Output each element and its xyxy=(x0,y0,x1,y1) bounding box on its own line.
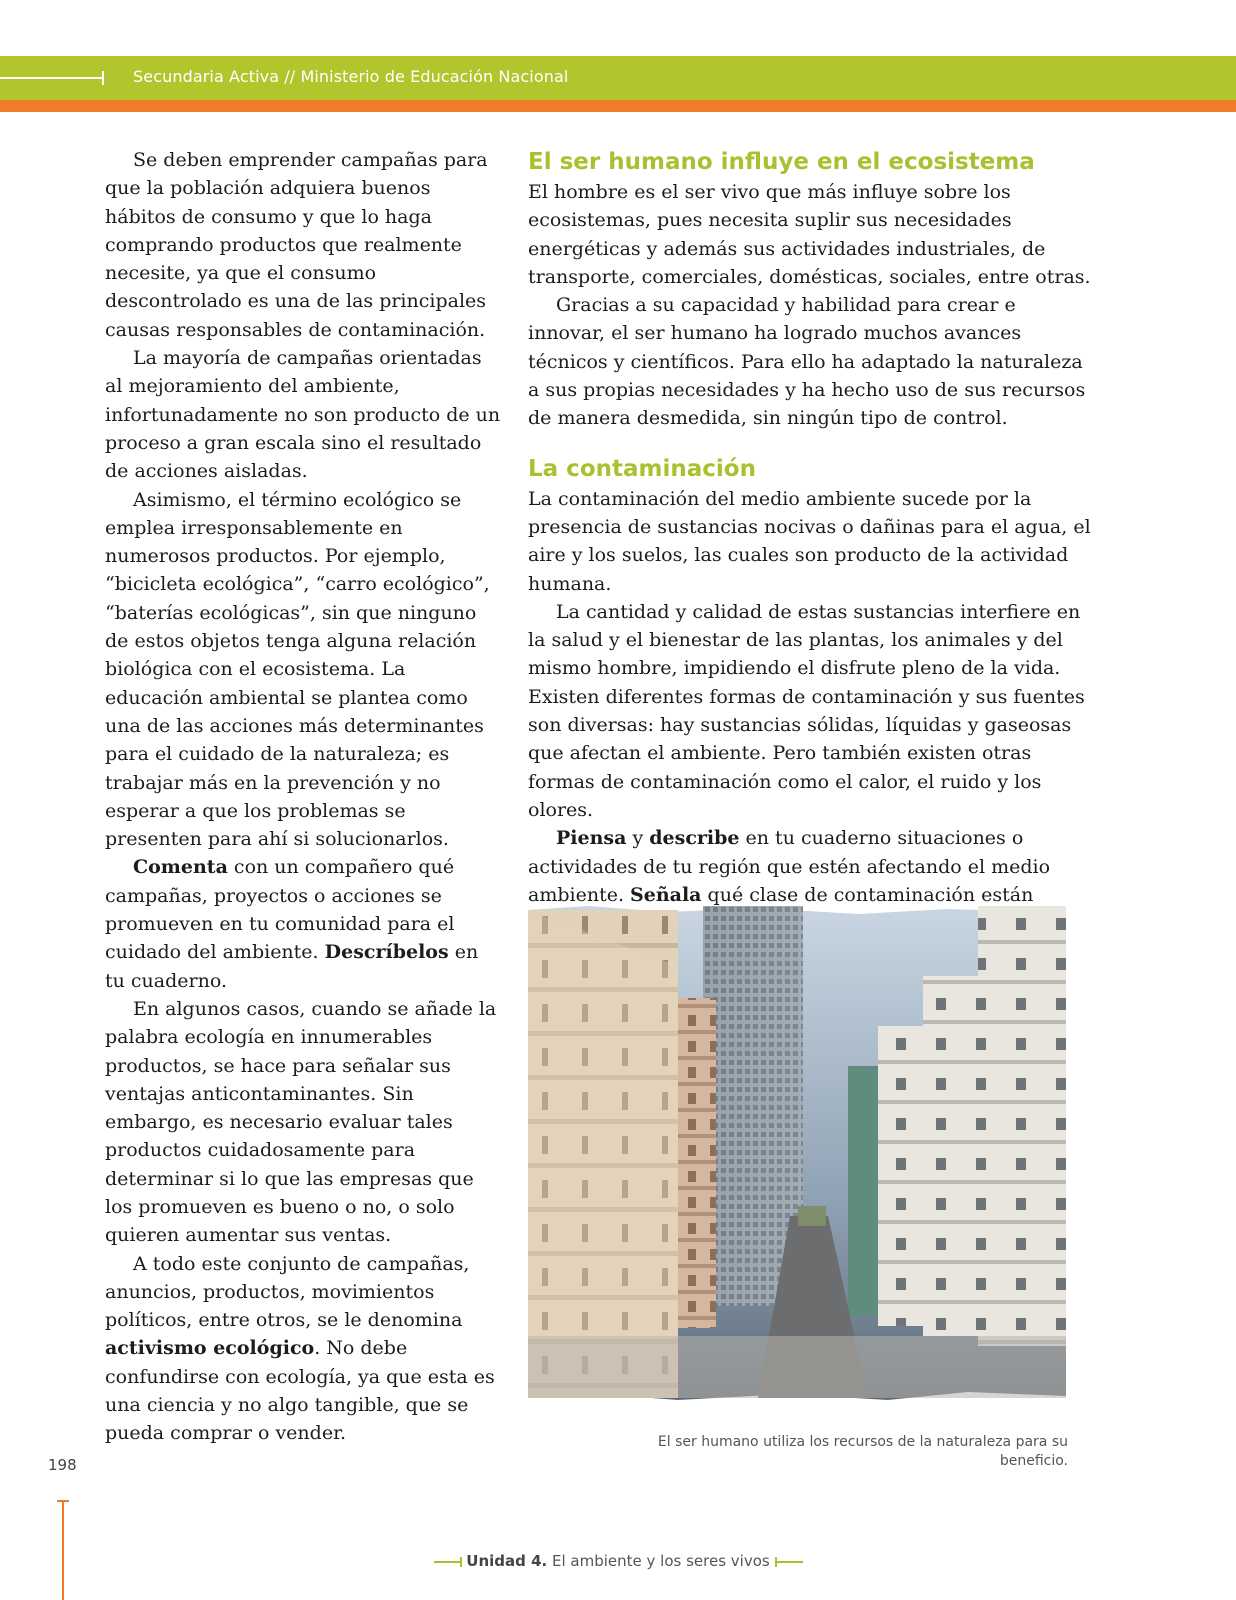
running-header: Secundaria Activa // Ministerio de Educación Nacional xyxy=(133,67,569,86)
keyword-bold: Comenta xyxy=(133,856,228,879)
footer xyxy=(0,1552,1236,1570)
paragraph-activity-comenta xyxy=(105,853,503,994)
paragraph-activismo xyxy=(105,1250,503,1448)
paragraph-text: con un compañero qué campañas, proyectos o acciones se promueven en tu comunidad para el cuidado del ambiente. xyxy=(105,856,455,964)
paragraph: Gracias a su capacidad y habilidad para crear e innovar, el ser humano ha logrado muchos avances técnicos y científicos. Para ello ha adaptado la naturaleza a sus propias necesidades y ha hecho uso de sus recursos de manera desmedida, sin ningún tipo de control. xyxy=(528,294,1086,430)
paragraph: Asimismo, el término ecológico se emplea irresponsablemente en numerosos productos. Por ejemplo, “bicicleta ecológica”, “carro ecológico”, “baterías ecológicas”, sin que ninguno de estos objetos tenga alguna relación biológica con el ecosistema. La educación ambiental se plantea como una de las acciones más determinantes para el cuidado de la naturaleza; es trabajar más en la prevención y no esperar a que los problemas se presenten para ahí si solucionarlos. xyxy=(105,488,490,851)
paragraph: En algunos casos, cuando se añade la palabra ecología en innumerables productos, se hace para señalar sus ventajas anticontaminantes. Sin embargo, es necesario evaluar tales productos cuidadosamente para determinar si lo que las empresas que los promueven es bueno o no, o solo quieren aumentar sus ventas. xyxy=(105,997,497,1247)
right-column xyxy=(528,146,1093,937)
paragraph: La cantidad y calidad de estas sustancias interfiere en la salud y el bienestar de las plantas, los animales y del mismo hombre, impidiendo el disfrute pleno de la vida. Existen diferentes formas de contaminación y sus fuentes son diversas: hay sustancias sólidas, líquidas y gaseosas que afectan el ambiente. Pero también existen otras formas de contaminación como el calor, el ruido y los olores. xyxy=(528,600,1085,821)
section-heading: La contaminación xyxy=(528,455,756,482)
keyword-bold: activismo ecológico xyxy=(105,1337,315,1360)
paragraph: El hombre es el ser vivo que más influye sobre los ecosistemas, pues necesita suplir sus necesidades energéticas y además sus actividades industriales, de transporte, comerciales, domésticas, sociales, entre otras. xyxy=(528,181,1091,288)
header-accent-stripe xyxy=(0,100,1236,112)
paragraph-text: . No debe confundirse con ecología, ya que esta es una ciencia y no algo tangible, que se pueda comprar o vender. xyxy=(105,1337,495,1445)
section-heading: El ser humano influye en el ecosistema xyxy=(528,149,1035,175)
page-number: 198 xyxy=(48,1456,77,1474)
margin-rule xyxy=(62,1500,64,1600)
paragraph-text: en tu cuaderno situaciones o actividades de tu región que estén afectando el medio ambiente. xyxy=(528,827,1051,906)
header-rule xyxy=(0,77,104,79)
paragraph: La contaminación del medio ambiente sucede por la presencia de sustancias nocivas o dañinas para el agua, el aire y los suelos, las cuales son producto de la actividad humana. xyxy=(528,487,1091,595)
paragraph: La mayoría de campañas orientadas al mejoramiento del ambiente, infortunadamente no son producto de un proceso a gran escala sino el resultado de acciones aisladas. xyxy=(105,347,501,483)
footer-unit: Unidad 4. xyxy=(466,1552,548,1570)
margin-rule-cap xyxy=(57,1500,69,1502)
figure-caption: El ser humano utiliza los recursos de la naturaleza para su beneficio. xyxy=(657,1434,1068,1469)
paragraph-text: en tu cuaderno. xyxy=(105,941,479,992)
paragraph-text: qué clase de contaminación están xyxy=(707,883,1034,906)
city-buildings-photo xyxy=(528,906,1095,1414)
keyword-bold: describe xyxy=(649,827,740,850)
keyword-bold: Piensa xyxy=(556,827,627,850)
paragraph-text: y xyxy=(626,827,650,850)
paragraph-text: A todo este conjunto de campañas, anuncios, productos, movimientos políticos, entre otros, se le denomina xyxy=(105,1252,470,1332)
left-column xyxy=(105,146,503,1448)
paragraph: Se deben emprender campañas para que la población adquiera buenos hábitos de consumo y que lo haga comprando productos que realmente necesite, ya que el consumo descontrolado es una de las principales causas responsables de contaminación. xyxy=(105,149,488,341)
footer-rule-tick xyxy=(460,1557,462,1567)
footer-rule-right xyxy=(777,1561,803,1563)
keyword-bold: Descríbelos xyxy=(324,941,449,964)
footer-title: El ambiente y los seres vivos xyxy=(547,1552,770,1570)
header-rule-tick xyxy=(102,71,104,85)
keyword-bold: Señala xyxy=(630,883,702,906)
footer-rule-left xyxy=(434,1561,460,1563)
